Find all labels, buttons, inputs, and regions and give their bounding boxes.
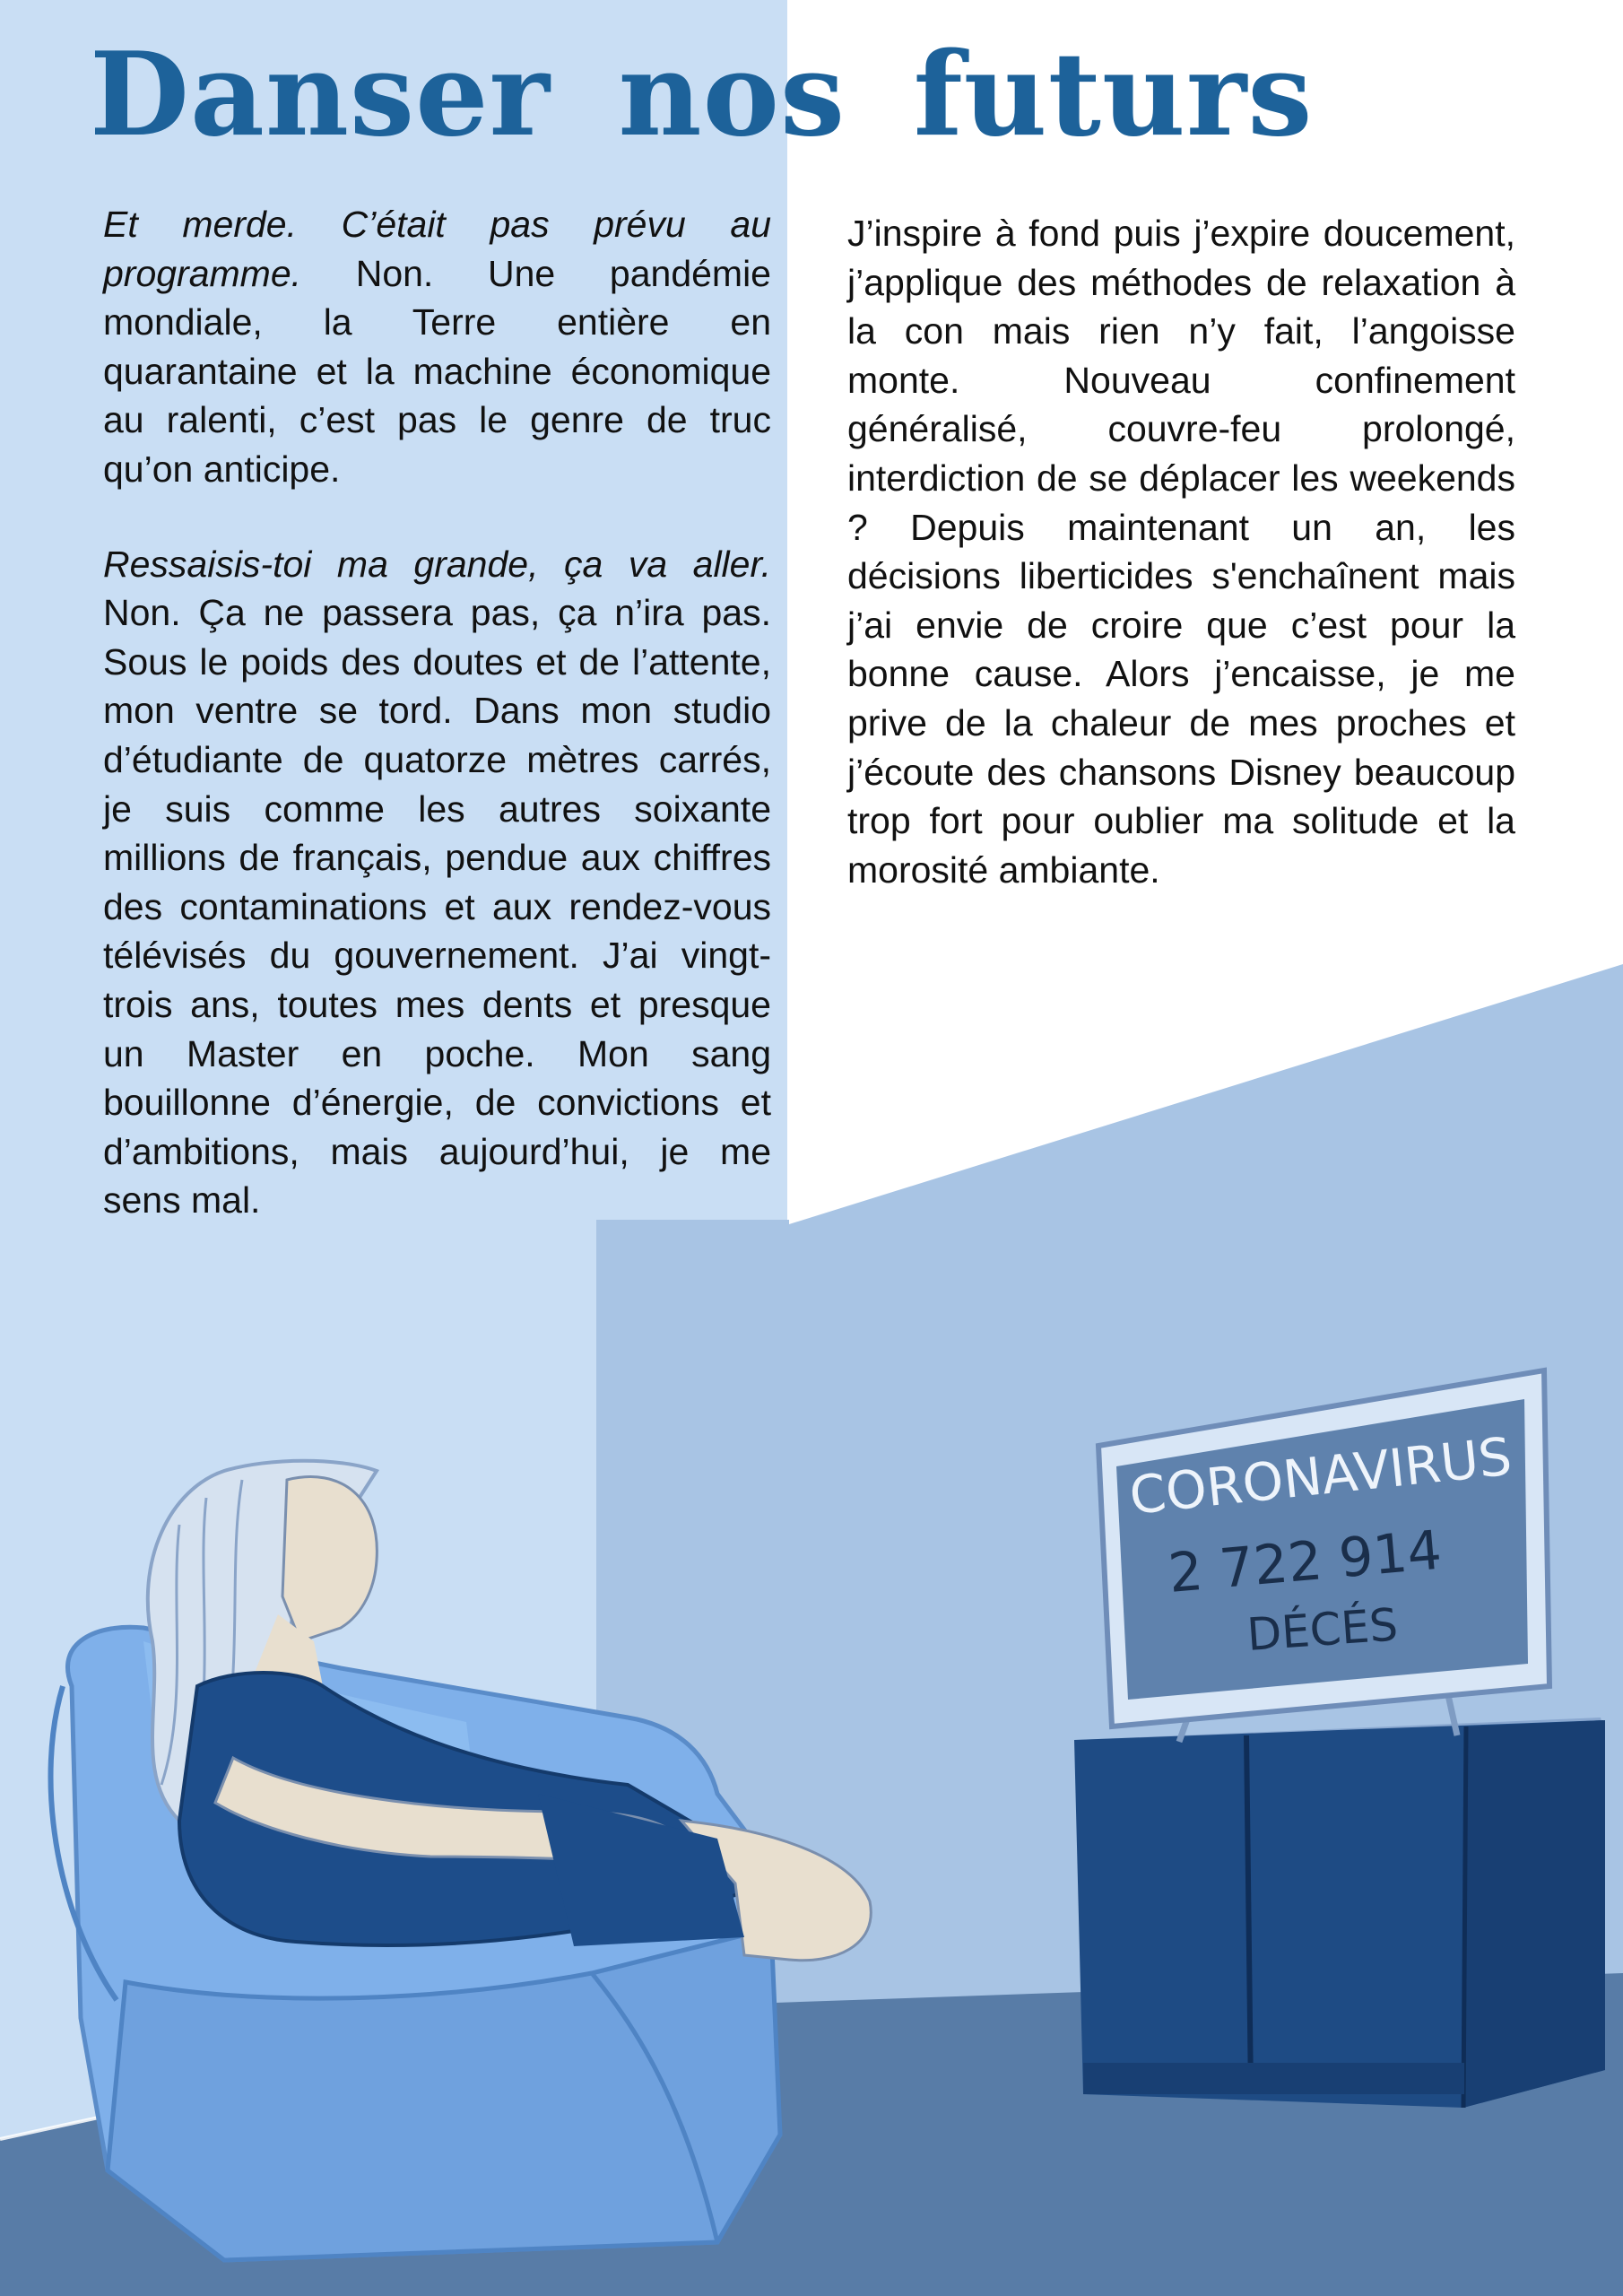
tv-cabinet <box>1074 1718 1605 2108</box>
left-paragraph-1 <box>103 200 771 494</box>
left-paragraph-2-text: Non. Ça ne passera pas, ça n’ira pas. Sous le poids des doutes et de l’attente, mon ventre se tord. Dans mon studio d’étudiante de quatorze mètres carrés, je suis comme les autres soixante millions de français, pendue aux chiffres des contaminations et aux rendez-vous télévisés du gouvernement. J’ai vingt-trois ans, toutes mes dents et presque un Master en poche. Mon sang bouillonne d’énergie, de convictions et d’ambitions, mais aujourd’hui, je me sens mal. <box>103 592 771 1222</box>
left-paragraph-1-text: Non. Une pandémie mondiale, la Terre entière en quarantaine et la machine économique au ralenti, c’est pas le genre de truc qu’on anticipe. <box>103 252 771 490</box>
left-paragraph-1-italic-lead: Et merde. C’était pas prévu au programme. <box>103 204 771 294</box>
left-text-column <box>103 200 771 1225</box>
left-paragraph-2 <box>103 540 771 1225</box>
tv-deces-label: DÉCÉS <box>1245 1598 1400 1661</box>
left-paragraph-2-italic-lead: Ressaisis-toi ma grande, ça va aller. <box>103 543 771 585</box>
tv-coronavirus-label: CORONAVIRUS <box>1126 1425 1515 1526</box>
right-paragraph-1: J’inspire à fond puis j’expire doucement, j’applique des méthodes de relaxation à la con mais rien n’y fait, l’angoisse monte. Nouveau confinement généralisé, couvre-feu prolongé, interdiction de se déplacer les weekends ? Depuis maintenant un an, les décisions liberticides s'enchaînent mais j’ai envie de croire que c’est pour la bonne cause. Alors j’encaisse, je me prive de la chaleur de mes proches et j’écoute des chansons Disney beaucoup trop fort pour oublier ma solitude et la morosité ambiante. <box>847 213 1515 891</box>
right-text-column <box>847 209 1515 894</box>
article-title: Danser nos futurs <box>90 28 1314 162</box>
tv-death-count: 2 722 914 <box>1166 1518 1445 1605</box>
